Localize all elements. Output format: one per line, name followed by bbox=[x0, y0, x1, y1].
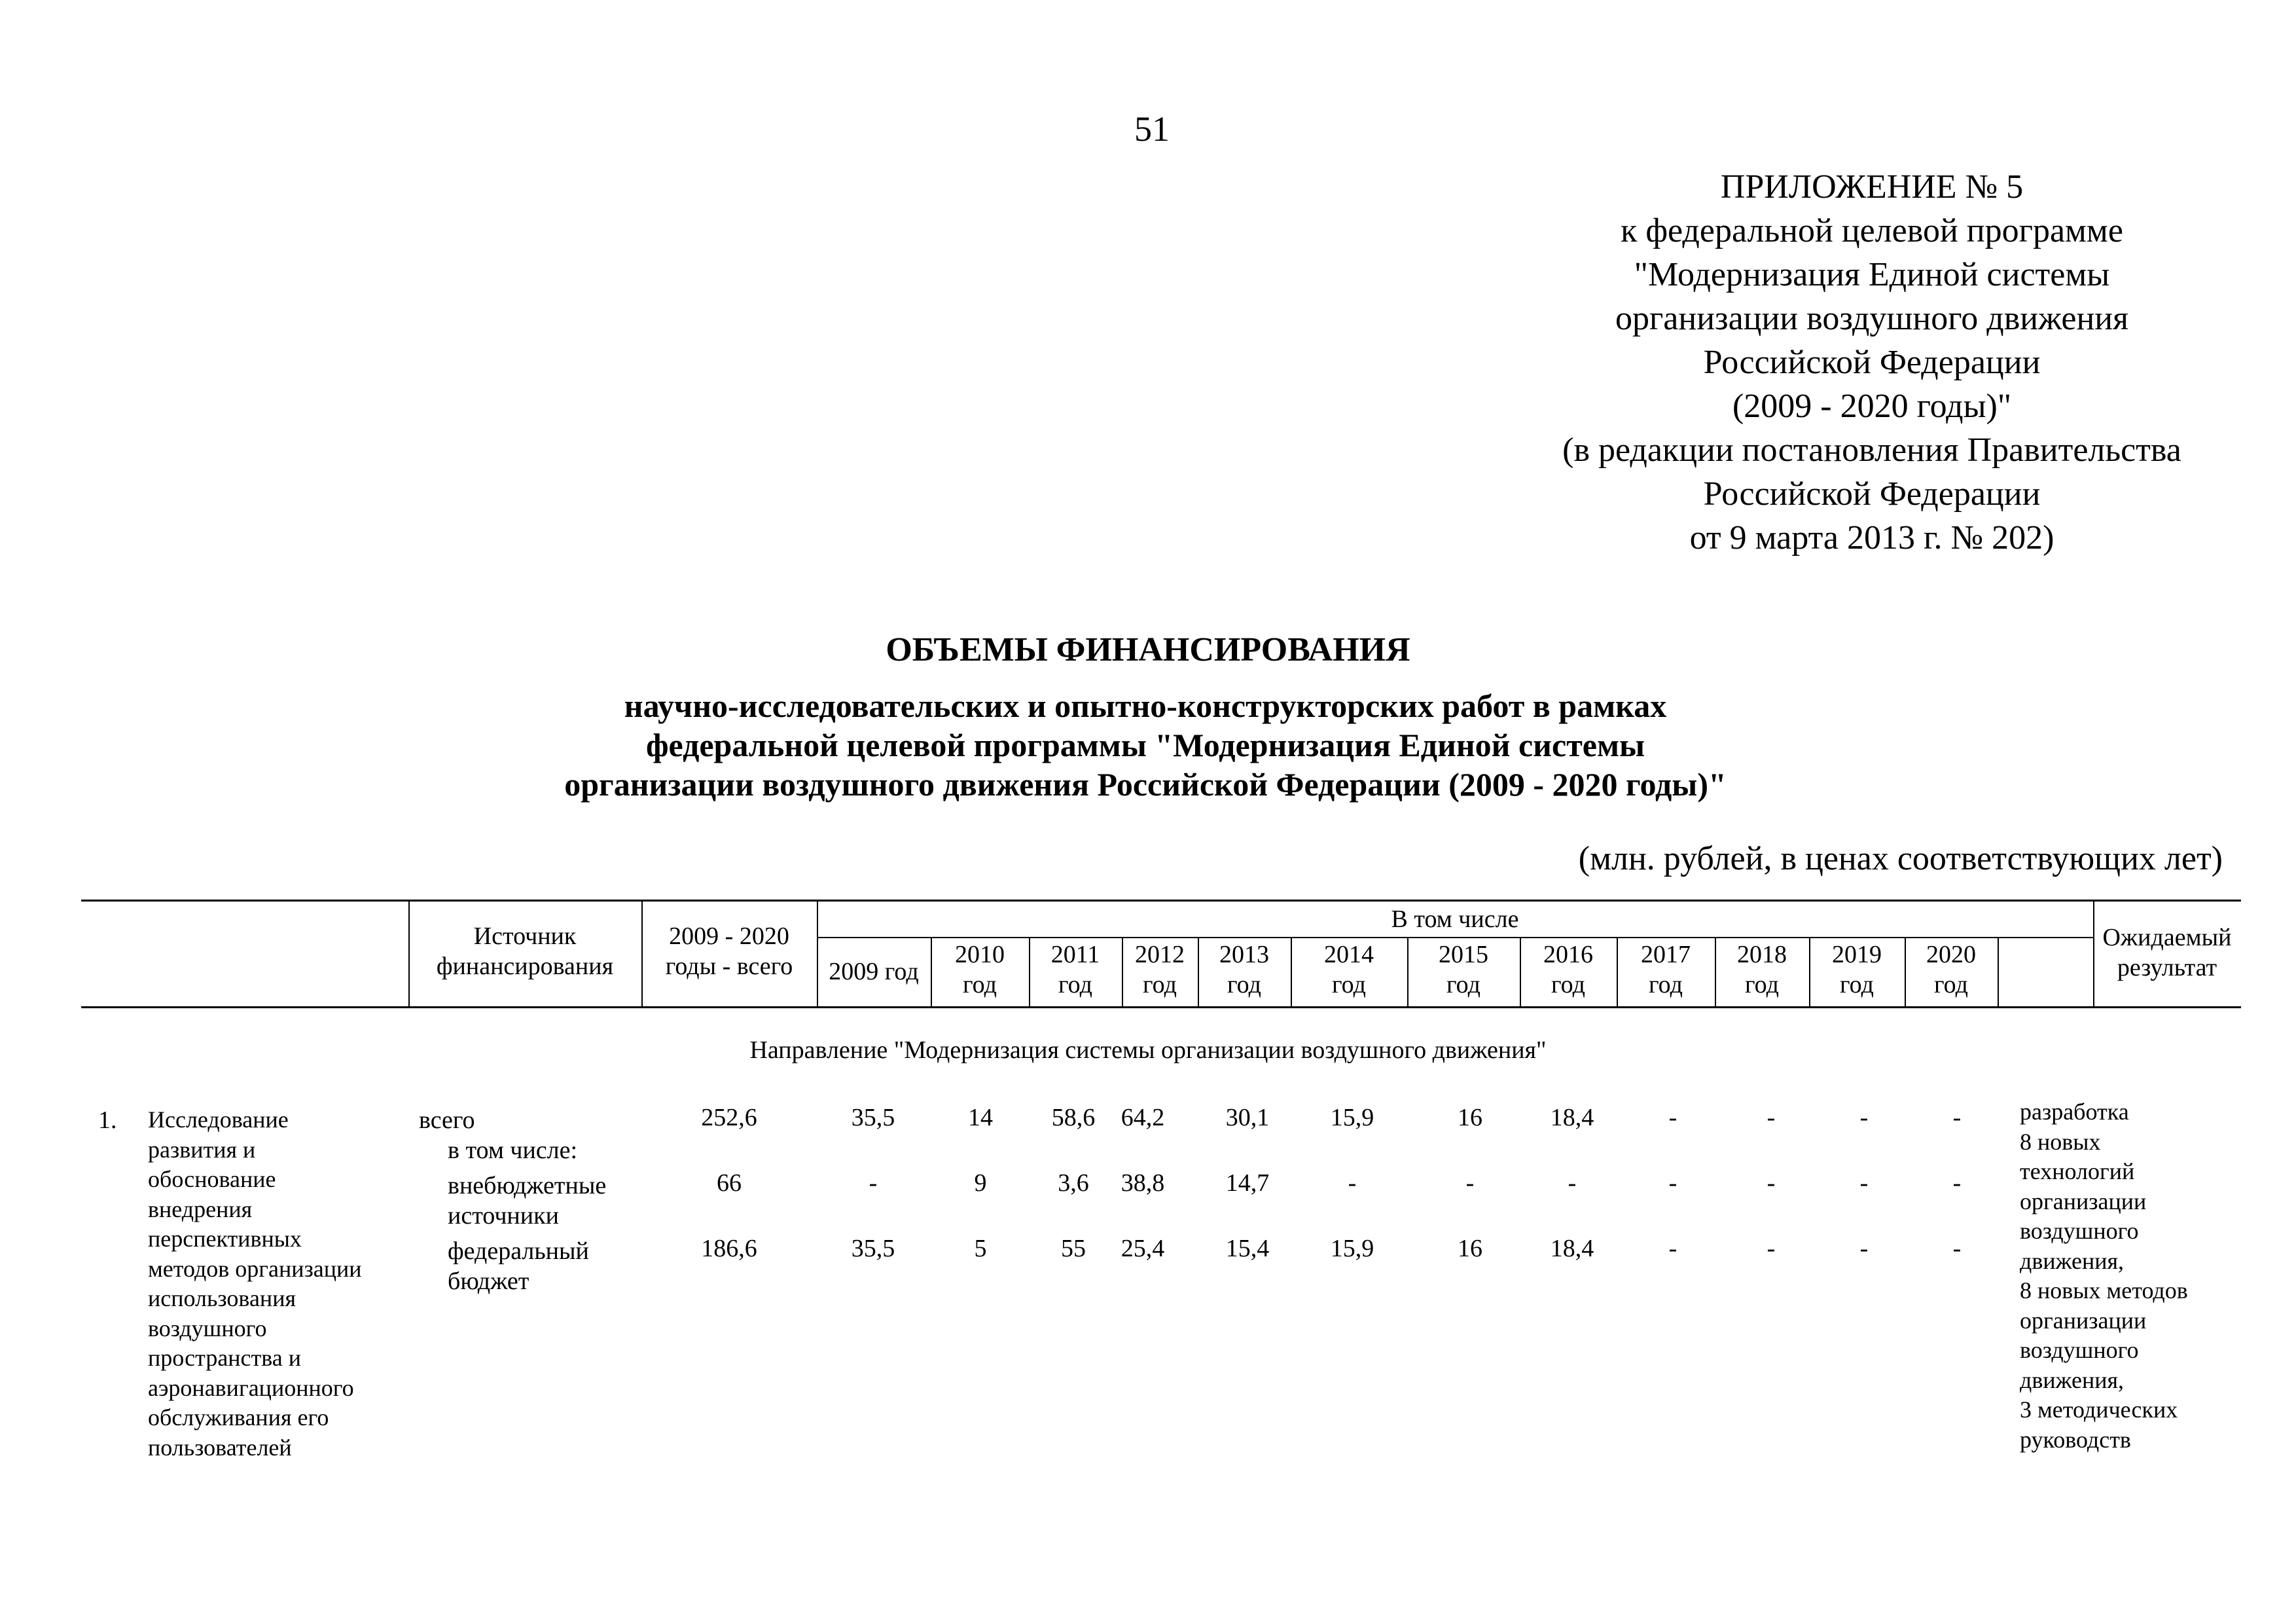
appendix-block bbox=[1414, 165, 2296, 560]
value-cell-total: 252,6 bbox=[701, 1104, 757, 1131]
subtitle-line: организации воздушного движения Российской Федерации (2009 - 2020 годы)" bbox=[564, 766, 1727, 803]
header-year: 2012 год bbox=[1135, 941, 1185, 998]
appendix-line: "Модернизация Единой системы bbox=[1634, 256, 2110, 293]
appendix-line: к федеральной целевой программе bbox=[1621, 212, 2123, 249]
value-cell-federal: 35,5 bbox=[851, 1235, 895, 1262]
header-year: 2019 год bbox=[1832, 941, 1882, 998]
source-federal: федеральный бюджет bbox=[448, 1237, 589, 1295]
source-including: в том числе: bbox=[448, 1137, 578, 1164]
row-name: Исследование развития и обоснование внедрения перспективных методов организации использования воздушного пространства и аэронавигационного обслуживания его пользователей bbox=[148, 1106, 362, 1461]
header-including: В том числе bbox=[1391, 905, 1519, 933]
row-number: 1. bbox=[98, 1106, 117, 1134]
value-cell-extrabudget: 66 bbox=[717, 1169, 742, 1197]
value-cell-extrabudget: - bbox=[1348, 1169, 1357, 1197]
value-cell-extrabudget: - bbox=[869, 1169, 878, 1197]
value-cell-extrabudget: 3,6 bbox=[1058, 1169, 1089, 1197]
header-total: 2009 - 2020 годы - всего bbox=[665, 922, 793, 980]
subtitle-line: научно-исследовательских и опытно-конструкторских работ в рамках bbox=[624, 687, 1667, 724]
header-year: 2014 год bbox=[1324, 941, 1374, 998]
appendix-line: ПРИЛОЖЕНИЕ № 5 bbox=[1720, 168, 2024, 206]
value-cell-federal: - bbox=[1668, 1235, 1677, 1262]
page-number: 51 bbox=[1134, 109, 1170, 149]
appendix-line: Российской Федерации bbox=[1703, 344, 2041, 381]
value-cell-total: 64,2 bbox=[1121, 1104, 1165, 1131]
appendix-line: организации воздушного движения bbox=[1615, 300, 2129, 337]
header-year: 2015 год bbox=[1439, 941, 1488, 998]
header-result: Ожидаемый результат bbox=[2102, 924, 2232, 981]
value-cell-federal: 15,9 bbox=[1330, 1235, 1374, 1262]
header-year: 2018 год bbox=[1737, 941, 1787, 998]
source-total: всего bbox=[419, 1106, 475, 1134]
value-cell-total: 35,5 bbox=[851, 1104, 895, 1131]
value-cell-extrabudget: - bbox=[1952, 1169, 1962, 1197]
value-cell-extrabudget: - bbox=[1767, 1169, 1776, 1197]
document-subtitle bbox=[327, 686, 1964, 804]
value-cell-total: 58,6 bbox=[1051, 1104, 1096, 1131]
value-cell-total: - bbox=[1668, 1104, 1677, 1131]
header-year: 2013 год bbox=[1219, 941, 1269, 998]
table-header bbox=[81, 900, 2241, 1008]
document-title: ОБЪЕМЫ ФИНАНСИРОВАНИЯ bbox=[886, 631, 1410, 668]
value-cell-total: 16 bbox=[1458, 1104, 1482, 1131]
value-cell-total: 30,1 bbox=[1225, 1104, 1270, 1131]
header-year: 2017 год bbox=[1641, 941, 1691, 998]
appendix-line: от 9 марта 2013 г. № 202) bbox=[1689, 519, 2054, 556]
appendix-line: Российской Федерации bbox=[1703, 475, 2041, 513]
value-cell-total: 15,9 bbox=[1330, 1104, 1374, 1131]
value-cell-federal: 18,4 bbox=[1550, 1235, 1594, 1262]
source-extrabudget: внебюджетные источники bbox=[448, 1172, 607, 1230]
value-cell-federal: 5 bbox=[974, 1235, 987, 1262]
value-cell-total: - bbox=[1952, 1104, 1962, 1131]
value-cell-federal: 16 bbox=[1458, 1235, 1482, 1262]
value-cell-federal: - bbox=[1952, 1235, 1962, 1262]
value-cell-extrabudget: - bbox=[1568, 1169, 1577, 1197]
appendix-line: (в редакции постановления Правительства bbox=[1562, 431, 2181, 469]
value-cell-extrabudget: 38,8 bbox=[1121, 1169, 1165, 1197]
direction-heading: Направление "Модернизация системы организации воздушного движения" bbox=[749, 1036, 1547, 1064]
value-cell-extrabudget: 9 bbox=[974, 1169, 987, 1197]
value-cell-federal: 25,4 bbox=[1121, 1235, 1165, 1262]
value-cell-total: 14 bbox=[968, 1104, 993, 1131]
value-cell-federal: - bbox=[1859, 1235, 1869, 1262]
header-year-2009: 2009 год bbox=[829, 958, 919, 985]
subtitle-line: федеральной целевой программы "Модернизация Единой системы bbox=[645, 727, 1645, 763]
header-source: Источник финансирования bbox=[436, 922, 614, 980]
row-result: разработка 8 новых технологий организации воздушного движения, 8 новых методов организации воздушного движения, 3 методических руководств bbox=[2020, 1099, 2188, 1453]
header-year: 2020 год bbox=[1926, 941, 1976, 998]
header-year: 2010 год bbox=[955, 941, 1005, 998]
header-year: 2016 год bbox=[1543, 941, 1593, 998]
value-cell-federal: - bbox=[1767, 1235, 1776, 1262]
value-cell-total: 18,4 bbox=[1550, 1104, 1594, 1131]
header-year: 2011 год bbox=[1050, 941, 1100, 998]
column-divider bbox=[1998, 937, 1999, 1006]
appendix-line: (2009 - 2020 годы)" bbox=[1732, 388, 2012, 425]
value-cell-extrabudget: - bbox=[1668, 1169, 1677, 1197]
value-cell-federal: 186,6 bbox=[701, 1235, 757, 1262]
value-cell-federal: 55 bbox=[1061, 1235, 1086, 1262]
units-note: (млн. рублей, в ценах соответствующих лет) bbox=[1578, 840, 2223, 877]
header-subdivider bbox=[817, 937, 2093, 938]
value-cell-federal: 15,4 bbox=[1225, 1235, 1270, 1262]
value-cell-extrabudget: 14,7 bbox=[1225, 1169, 1270, 1197]
value-cell-total: - bbox=[1859, 1104, 1869, 1131]
value-cell-total: - bbox=[1767, 1104, 1776, 1131]
value-cell-extrabudget: - bbox=[1465, 1169, 1475, 1197]
value-cell-extrabudget: - bbox=[1859, 1169, 1869, 1197]
